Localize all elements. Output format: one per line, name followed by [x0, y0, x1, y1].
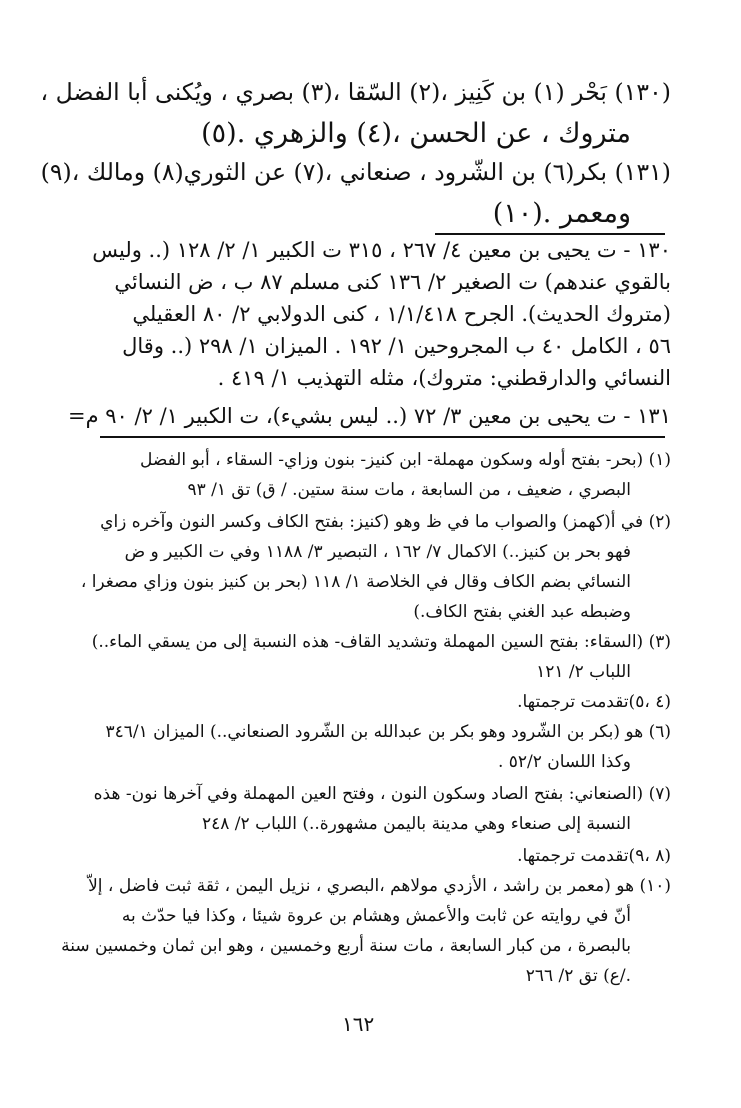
ref-130-line-3: (متروك الحديث). الجرح ١/١/٤١٨ ، كنى الدولابي ٢/ ٨٠ العقيلي — [132, 302, 671, 326]
ref-130-line-2: بالقوي عندهم) ت الصغير ٢/ ١٣٦ كنى مسلم ٨٧ ب ، ض النسائي — [114, 270, 671, 294]
footnotes-divider — [100, 436, 665, 438]
footnote-1-line-1: (١) (بحر- بفتح أوله وسكون مهملة- ابن كنيز- بنون وزاي- السقاء ، أبو الفضل — [139, 450, 671, 470]
ref-131-line-1: ١٣١ - ت يحيى بن معين ٣/ ٧٢ (.. ليس بشيء)، ت الكبير ١/ ٢/ ٩٠ م= — [68, 404, 671, 428]
ref-130-line-4: ٥٦ ، الكامل ٤٠ ب المجروحين ١/ ١٩٢ . الميزان ١/ ٢٩٨ (.. وقال — [122, 334, 671, 358]
footnote-7-line-2: النسبة إلى صنعاء وهي مدينة باليمن مشهورة..) اللباب ٢/ ٢٤٨ — [201, 814, 631, 834]
footnote-10-line-3: بالبصرة ، من كبار السابعة ، مات سنة أربع وخمسين ، وهو ابن ثمان وخمسين سنة — [61, 936, 631, 956]
footnote-10-line-2: أنّ في روايته عن ثابت والأعمش وهشام بن عروة شيئا ، وكذا فيا حدّث به — [121, 906, 631, 926]
footnote-4-5: (٤ ،٥)تقدمت ترجمتها. — [517, 692, 671, 712]
footnote-2-line-4: وضبطه عبد الغني بفتح الكاف.) — [413, 602, 631, 622]
entry-131-line-1: (١٣١) بكر(٦) بن الشّرود ، صنعاني ،(٧) عن الثوري(٨) ومالك ،(٩) — [40, 158, 671, 186]
footnote-2-line-3: النسائي بضم الكاف وقال في الخلاصة ١/ ١١٨ (بحر بن كنيز بنون وزاي مصغرا ، — [80, 572, 631, 592]
footnote-3-line-2: اللباب ٢/ ١٢١ — [536, 662, 631, 682]
footnote-2-line-1: (٢) في أ(كهمز) والصواب ما في ظ وهو (كنيز: بفتح الكاف وكسر النون وآخره زاي — [100, 512, 671, 532]
footnote-2-line-2: فهو بحر بن كنيز..) الاكمال ٧/ ١٦٢ ، التبصير ٣/ ١١٨٨ وفي ت الكبير و ض — [124, 542, 631, 562]
footnote-8-9: (٨ ،٩)تقدمت ترجمتها. — [517, 846, 671, 866]
entry-130-line-2: متروك ، عن الحسن ،(٤) والزهري .(٥) — [201, 118, 631, 149]
page-number: ١٦٢ — [342, 1012, 375, 1036]
entry-130-line-1: (١٣٠) بَحْر (١) بن كَنِيز ،(٢) السّقا ،(٣) بصري ، ويُكنى أبا الفضل ، — [40, 78, 671, 106]
entry-131-line-2: ومعمر .(١٠) — [492, 198, 631, 229]
references-divider — [435, 233, 665, 235]
footnote-10-line-1: (١٠) هو (معمر بن راشد ، الأزدي مولاهم ،البصري ، نزيل اليمن ، ثقة ثبت فاضل ، إلاّ — [88, 876, 671, 896]
ref-130-line-5: النسائي والدارقطني: متروك)، مثله التهذيب ١/ ٤١٩ . — [217, 366, 671, 390]
ref-130-line-1: ١٣٠ - ت يحيى بن معين ٤/ ٢٦٧ ، ٣١٥ ت الكبير ١/ ٢/ ١٢٨ (.. وليس — [92, 238, 671, 262]
footnote-3-line-1: (٣) (السقاء: بفتح السين المهملة وتشديد القاف- هذه النسبة إلى من يسقي الماء..) — [91, 632, 671, 652]
footnote-7-line-1: (٧) (الصنعاني: بفتح الصاد وسكون النون ، وفتح العين المهملة وفي آخرها نون- هذه — [93, 784, 671, 804]
footnote-1-line-2: البصري ، ضعيف ، من السابعة ، مات سنة ستين. / ق) تق ١/ ٩٣ — [187, 480, 631, 500]
footnote-6-line-1: (٦) هو (بكر بن الشّرود وهو بكر بن عبدالله بن الشّرود الصنعاني..) الميزان ٣٤٦/١ — [105, 722, 671, 742]
footnote-10-line-4: ./ع) تق ٢/ ٢٦٦ — [525, 966, 631, 986]
footnote-6-line-2: وكذا اللسان ٥٢/٢ . — [497, 752, 631, 772]
